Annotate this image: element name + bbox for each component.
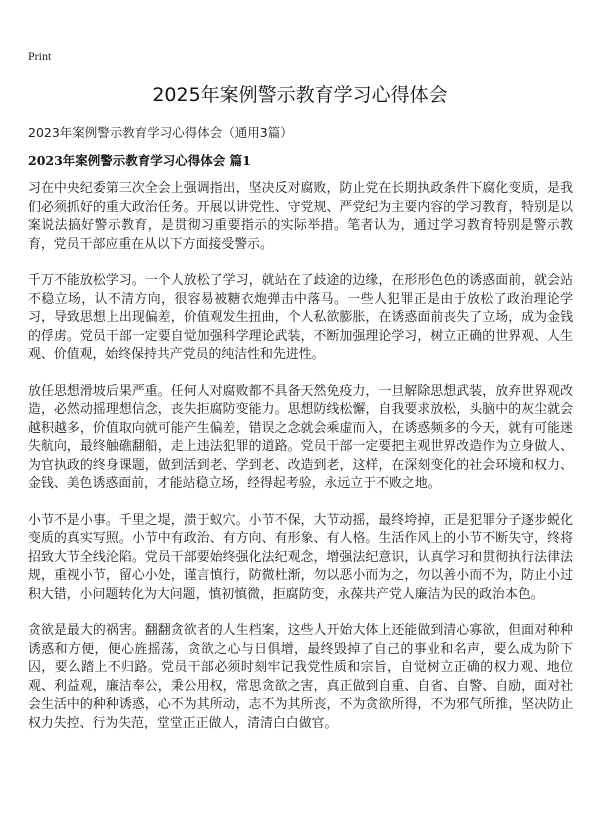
paragraph-3: 放任思想滑坡后果严重。任何人对腐败都不具备天然免疫力，一旦解除思想武装，放弃世界观改造，必然动摇理想信念，丧失拒腐防变能力。思想防线松懈，自我要求放松，头脑中的灰尘就会越积越多，价值取向就可能产生偏差，错误之念就会乘虚而入，在诱惑频多的今天，就有可能迷失航向，最终触礁翻船，走上违法犯罪的道路。党员干部一定要把主观世界改造作为立身做人、为官执政的终身课题，做到活到老、学到老、改造到老，这样，在深刻变化的社会环境和权力、金钱、美色诱惑面前，才能站稳立场，经得起考验，永远立于不败之地。 [28, 383, 573, 491]
print-link[interactable]: Print [28, 49, 52, 63]
section-heading: 2023年案例警示教育学习心得体会 篇1 [28, 153, 251, 168]
document-subtitle: 2023年案例警示教育学习心得体会（通用3篇） [28, 125, 293, 140]
page-title: 2025年案例警示教育学习心得体会 [152, 84, 448, 106]
paragraph-5: 贪欲是最大的祸害。翻翻贪欲者的人生档案，这些人开始大体上还能做到清心寡欲，但面对种种诱惑和方便，便心旌摇荡，贪欲之心与日俱增，最终毁掉了自己的事业和名声，要么成为阶下囚，要么踏上不归路。党员干部必须时刻牢记我党性质和宗旨，自觉树立正确的权力观、地位观、利益观，廉洁奉公，秉公用权，常思贪欲之害，真正做到自重、自省、自警、自励，面对社会生活中的种种诱惑，心不为其所动，志不为其所丧，不为贪欲所得，不为邪气所推，坚决防止权力失控、行为失范，堂堂正正做人，清清白白做官。 [28, 623, 573, 731]
paragraph-4: 小节不是小事。千里之堤，溃于蚁穴。小节不保，大节动摇，最终垮掉，正是犯罪分子逐步蜕化变质的真实写照。小节中有政治、有方向、有形象、有人格。生活作风上的小节不断失守，终将招致大节全线沦陷。党员干部要始终强化法纪观念，增强法纪意识，认真学习和贯彻执行法律法规，重视小节，留心小处，谨言慎行，防微杜渐，勿以恶小而为之，勿以善小而不为，防止小过积大错，小问题转化为大问题，慎初慎微，拒腐防变，永葆共产党人廉洁为民的政治本色。 [28, 512, 573, 602]
paragraph-2: 千万不能放松学习。一个人放松了学习，就站在了歧途的边缘，在形形色色的诱惑面前，就会站不稳立场，认不清方向，很容易被糖衣炮弹击中落马。一些人犯罪正是由于放松了政治理论学习，导致思想上出现偏差，价值观发生扭曲，个人私欲膨胀，在诱惑面前丧失了立场，成为金钱的俘虏。党员干部一定要自觉加强科学理论武装，不断加强理论学习，树立正确的世界观、人生观、价值观，始终保持共产党员的纯洁性和先进性。 [28, 273, 573, 362]
paragraph-1: 习在中央纪委第三次全会上强调指出，坚决反对腐败，防止党在长期执政条件下腐化变质，是我们必须抓好的重大政治任务。开展以讲党性、守党规、严党纪为主要内容的学习教育，特别是以案说法搞好警示教育，是贯彻习重要指示的实际举措。笔者认为，通过学习教育特别是警示教育，党员干部应重在从以下方面接受警示。 [28, 181, 573, 252]
article-body [28, 180, 573, 751]
